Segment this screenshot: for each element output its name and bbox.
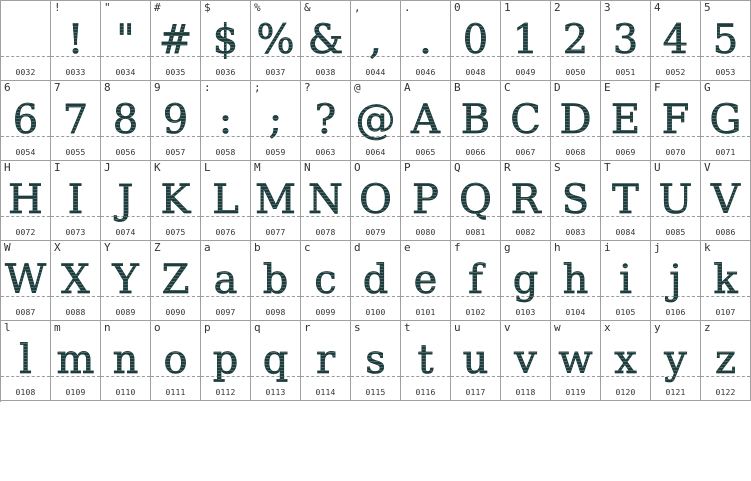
glyph-code: 0113 <box>265 388 286 397</box>
glyph-code: 0051 <box>615 68 636 77</box>
glyph-code: 0121 <box>665 388 686 397</box>
glyph-char-label: T <box>604 161 611 174</box>
glyph-sample: f <box>451 255 500 305</box>
glyph-sample: o <box>151 335 200 385</box>
glyph-code: 0078 <box>315 228 336 237</box>
glyph-char-label: Y <box>104 241 111 254</box>
glyph-code: 0119 <box>565 388 586 397</box>
glyph-sample: s <box>351 335 400 385</box>
glyph-char-label: i <box>604 241 611 254</box>
glyph-char-label: u <box>454 321 461 334</box>
glyph-code: 0079 <box>365 228 386 237</box>
glyph-sample: v <box>501 335 550 385</box>
glyph-cell <box>301 241 351 321</box>
glyph-cell <box>1 81 51 161</box>
glyph-cell <box>701 241 751 321</box>
glyph-sample: u <box>451 335 500 385</box>
glyph-cell <box>301 1 351 81</box>
glyph-code: 0114 <box>315 388 336 397</box>
glyph-code: 0090 <box>165 308 186 317</box>
glyph-code: 0069 <box>615 148 636 157</box>
glyph-char-label: 7 <box>54 81 61 94</box>
glyph-cell <box>701 1 751 81</box>
glyph-sample: 4 <box>651 15 700 65</box>
glyph-code: 0067 <box>515 148 536 157</box>
glyph-sample: 9 <box>151 95 200 145</box>
glyph-code: 0097 <box>215 308 236 317</box>
glyph-code: 0036 <box>215 68 236 77</box>
glyph-sample: a <box>201 255 250 305</box>
glyph-sample: M <box>251 175 300 225</box>
glyph-code: 0037 <box>265 68 286 77</box>
glyph-char-label: 0 <box>454 1 461 14</box>
glyph-code: 0035 <box>165 68 186 77</box>
glyph-char-label: m <box>54 321 61 334</box>
glyph-char-label: V <box>704 161 711 174</box>
glyph-code: 0120 <box>615 388 636 397</box>
glyph-code: 0110 <box>115 388 136 397</box>
glyph-cell <box>201 161 251 241</box>
glyph-cell <box>501 1 551 81</box>
glyph-sample: 5 <box>701 15 750 65</box>
glyph-code: 0055 <box>65 148 86 157</box>
glyph-cell <box>601 161 651 241</box>
glyph-sample: N <box>301 175 350 225</box>
glyph-sample: K <box>151 175 200 225</box>
glyph-code: 0064 <box>365 148 386 157</box>
glyph-code: 0056 <box>115 148 136 157</box>
glyph-char-label: C <box>504 81 511 94</box>
glyph-char-label: Z <box>154 241 161 254</box>
glyph-sample: @ <box>351 95 400 145</box>
glyph-cell <box>401 241 451 321</box>
glyph-sample: ! <box>51 15 100 65</box>
glyph-sample: E <box>601 95 650 145</box>
glyph-code: 0057 <box>165 148 186 157</box>
glyph-char-label: P <box>404 161 411 174</box>
glyph-code: 0116 <box>415 388 436 397</box>
glyph-char-label: 1 <box>504 1 511 14</box>
glyph-code: 0073 <box>65 228 86 237</box>
glyph-cell <box>201 81 251 161</box>
glyph-cell <box>651 321 701 401</box>
glyph-cell <box>51 241 101 321</box>
glyph-char-label: k <box>704 241 711 254</box>
glyph-sample: m <box>51 335 100 385</box>
glyph-code: 0115 <box>365 388 386 397</box>
glyph-cell <box>1 241 51 321</box>
glyph-cell <box>1 1 51 81</box>
glyph-cell <box>601 241 651 321</box>
glyph-sample: p <box>201 335 250 385</box>
glyph-sample: c <box>301 255 350 305</box>
glyph-char-label: D <box>554 81 561 94</box>
glyph-cell <box>551 1 601 81</box>
glyph-sample: 6 <box>1 95 50 145</box>
glyph-cell <box>451 1 501 81</box>
glyph-sample: P <box>401 175 450 225</box>
glyph-sample: V <box>701 175 750 225</box>
glyph-sample: d <box>351 255 400 305</box>
glyph-sample: q <box>251 335 300 385</box>
glyph-code: 0082 <box>515 228 536 237</box>
glyph-cell <box>651 81 701 161</box>
glyph-sample: F <box>651 95 700 145</box>
glyph-code: 0068 <box>565 148 586 157</box>
glyph-code: 0081 <box>465 228 486 237</box>
glyph-char-label: . <box>404 1 411 14</box>
glyph-cell <box>601 1 651 81</box>
glyph-code: 0032 <box>15 68 36 77</box>
glyph-char-label: v <box>504 321 511 334</box>
glyph-cell <box>151 1 201 81</box>
glyph-char-label: S <box>554 161 561 174</box>
glyph-sample: Z <box>151 255 200 305</box>
glyph-sample: y <box>651 335 700 385</box>
glyph-cell <box>601 81 651 161</box>
glyph-sample: r <box>301 335 350 385</box>
glyph-char-label: ! <box>54 1 61 14</box>
glyph-sample: n <box>101 335 150 385</box>
glyph-cell <box>51 321 101 401</box>
glyph-sample: , <box>351 15 400 65</box>
glyph-cell <box>1 161 51 241</box>
glyph-code: 0101 <box>415 308 436 317</box>
glyph-cell <box>501 81 551 161</box>
glyph-sample: D <box>551 95 600 145</box>
glyph-sample: 2 <box>551 15 600 65</box>
glyph-code: 0038 <box>315 68 336 77</box>
glyph-sample: X <box>51 255 100 305</box>
glyph-sample: & <box>301 15 350 65</box>
glyph-sample: L <box>201 175 250 225</box>
glyph-sample: z <box>701 335 750 385</box>
glyph-char-label: h <box>554 241 561 254</box>
glyph-cell <box>101 321 151 401</box>
glyph-char-label: Q <box>454 161 461 174</box>
glyph-code: 0103 <box>515 308 536 317</box>
glyph-cell <box>151 321 201 401</box>
glyph-cell <box>551 161 601 241</box>
glyph-char-label: B <box>454 81 461 94</box>
glyph-cell <box>151 161 201 241</box>
glyph-cell <box>551 321 601 401</box>
glyph-code: 0083 <box>565 228 586 237</box>
glyph-char-label: 2 <box>554 1 561 14</box>
glyph-char-label: 3 <box>604 1 611 14</box>
glyph-code: 0071 <box>715 148 736 157</box>
glyph-char-label: f <box>454 241 461 254</box>
glyph-code: 0044 <box>365 68 386 77</box>
glyph-sample: e <box>401 255 450 305</box>
glyph-sample <box>1 15 50 65</box>
glyph-char-label: n <box>104 321 111 334</box>
glyph-code: 0048 <box>465 68 486 77</box>
glyph-code: 0086 <box>715 228 736 237</box>
glyph-char-label: : <box>204 81 211 94</box>
glyph-cell <box>201 1 251 81</box>
glyph-char-label: g <box>504 241 511 254</box>
glyph-code: 0074 <box>115 228 136 237</box>
glyph-cell <box>301 81 351 161</box>
glyph-cell <box>151 241 201 321</box>
glyph-char-label: e <box>404 241 411 254</box>
glyph-sample: t <box>401 335 450 385</box>
glyph-code: 0100 <box>365 308 386 317</box>
glyph-cell <box>51 81 101 161</box>
glyph-sample: U <box>651 175 700 225</box>
glyph-code: 0052 <box>665 68 686 77</box>
glyph-code: 0111 <box>165 388 186 397</box>
glyph-sample: i <box>601 255 650 305</box>
glyph-char-label: ; <box>254 81 261 94</box>
glyph-char-label: R <box>504 161 511 174</box>
glyph-code: 0076 <box>215 228 236 237</box>
glyph-char-label: G <box>704 81 711 94</box>
glyph-char-label: O <box>354 161 361 174</box>
glyph-char-label: 5 <box>704 1 711 14</box>
glyph-code: 0050 <box>565 68 586 77</box>
glyph-sample: 3 <box>601 15 650 65</box>
glyph-sample: B <box>451 95 500 145</box>
glyph-cell <box>701 81 751 161</box>
glyph-char-label: K <box>154 161 161 174</box>
glyph-cell <box>551 241 601 321</box>
glyph-sample: w <box>551 335 600 385</box>
glyph-char-label: q <box>254 321 261 334</box>
glyph-char-label: , <box>354 1 361 14</box>
glyph-cell <box>701 161 751 241</box>
glyph-sample: Q <box>451 175 500 225</box>
glyph-char-label: J <box>104 161 111 174</box>
glyph-code: 0084 <box>615 228 636 237</box>
glyph-char-label: 6 <box>4 81 11 94</box>
glyph-char-label: H <box>4 161 11 174</box>
glyph-char-label: I <box>54 161 61 174</box>
glyph-char-label: w <box>554 321 561 334</box>
glyph-cell <box>501 161 551 241</box>
glyph-code: 0059 <box>265 148 286 157</box>
glyph-char-label: r <box>304 321 311 334</box>
glyph-code: 0033 <box>65 68 86 77</box>
glyph-char-label: @ <box>354 81 361 94</box>
glyph-cell <box>101 241 151 321</box>
glyph-sample: I <box>51 175 100 225</box>
glyph-sample: k <box>701 255 750 305</box>
glyph-cell <box>251 161 301 241</box>
glyph-char-label: & <box>304 1 311 14</box>
glyph-cell <box>101 1 151 81</box>
glyph-char-label: a <box>204 241 211 254</box>
glyph-code: 0104 <box>565 308 586 317</box>
glyph-cell <box>651 1 701 81</box>
glyph-code: 0108 <box>15 388 36 397</box>
glyph-sample: O <box>351 175 400 225</box>
glyph-char-label: 8 <box>104 81 111 94</box>
glyph-char-label: 9 <box>154 81 161 94</box>
glyph-char-label: W <box>4 241 11 254</box>
glyph-cell <box>651 241 701 321</box>
glyph-code: 0087 <box>15 308 36 317</box>
glyph-char-label: M <box>254 161 261 174</box>
glyph-code: 0054 <box>15 148 36 157</box>
glyph-code: 0075 <box>165 228 186 237</box>
glyph-char-label: E <box>604 81 611 94</box>
glyph-char-label: F <box>654 81 661 94</box>
glyph-cell <box>401 1 451 81</box>
glyph-code: 0098 <box>265 308 286 317</box>
glyph-cell <box>351 161 401 241</box>
glyph-char-label: z <box>704 321 711 334</box>
glyph-code: 0066 <box>465 148 486 157</box>
glyph-code: 0099 <box>315 308 336 317</box>
glyph-char-label: # <box>154 1 161 14</box>
glyph-cell <box>351 1 401 81</box>
glyph-code: 0102 <box>465 308 486 317</box>
glyph-cell <box>201 241 251 321</box>
glyph-sample: : <box>201 95 250 145</box>
glyph-cell <box>251 81 301 161</box>
glyph-code: 0117 <box>465 388 486 397</box>
glyph-char-label: o <box>154 321 161 334</box>
glyph-sample: b <box>251 255 300 305</box>
glyph-code: 0046 <box>415 68 436 77</box>
glyph-code: 0089 <box>115 308 136 317</box>
glyph-cell <box>351 321 401 401</box>
glyph-code: 0118 <box>515 388 536 397</box>
glyph-sample: j <box>651 255 700 305</box>
glyph-sample: 0 <box>451 15 500 65</box>
glyph-code: 0063 <box>315 148 336 157</box>
glyph-char-label: j <box>654 241 661 254</box>
glyph-char-label: y <box>654 321 661 334</box>
glyph-cell <box>651 161 701 241</box>
glyph-sample: Y <box>101 255 150 305</box>
glyph-char-label: $ <box>204 1 211 14</box>
glyph-code: 0065 <box>415 148 436 157</box>
glyph-code: 0109 <box>65 388 86 397</box>
glyph-char-label: 4 <box>654 1 661 14</box>
glyph-cell <box>251 241 301 321</box>
glyph-cell <box>51 1 101 81</box>
glyph-char-label: U <box>654 161 661 174</box>
glyph-cell <box>251 321 301 401</box>
glyph-cell <box>401 321 451 401</box>
glyph-sample: h <box>551 255 600 305</box>
glyph-sample: " <box>101 15 150 65</box>
glyph-code: 0112 <box>215 388 236 397</box>
glyph-sample: 1 <box>501 15 550 65</box>
glyph-char-label: X <box>54 241 61 254</box>
glyph-code: 0107 <box>715 308 736 317</box>
glyph-sample: % <box>251 15 300 65</box>
glyph-char-label: s <box>354 321 361 334</box>
glyph-sample: C <box>501 95 550 145</box>
glyph-sample: R <box>501 175 550 225</box>
glyph-char-label: " <box>104 1 111 14</box>
glyph-sample: J <box>101 175 150 225</box>
glyph-char-label: t <box>404 321 411 334</box>
glyph-code: 0085 <box>665 228 686 237</box>
glyph-char-label: N <box>304 161 311 174</box>
glyph-sample: S <box>551 175 600 225</box>
glyph-cell <box>451 81 501 161</box>
glyph-cell <box>151 81 201 161</box>
glyph-code: 0106 <box>665 308 686 317</box>
glyph-cell <box>251 1 301 81</box>
glyph-cell <box>301 321 351 401</box>
glyph-code: 0049 <box>515 68 536 77</box>
glyph-cell <box>601 321 651 401</box>
glyph-sample: ; <box>251 95 300 145</box>
glyph-sample: # <box>151 15 200 65</box>
glyph-cell <box>51 161 101 241</box>
glyph-cell <box>301 161 351 241</box>
glyph-sample: ? <box>301 95 350 145</box>
glyph-code: 0077 <box>265 228 286 237</box>
glyph-char-label: b <box>254 241 261 254</box>
glyph-code: 0072 <box>15 228 36 237</box>
glyph-code: 0088 <box>65 308 86 317</box>
glyph-char-label: A <box>404 81 411 94</box>
glyph-sample: A <box>401 95 450 145</box>
glyph-code: 0105 <box>615 308 636 317</box>
glyph-code: 0080 <box>415 228 436 237</box>
glyph-cell <box>351 81 401 161</box>
glyph-cell <box>101 161 151 241</box>
glyph-cell <box>451 241 501 321</box>
glyph-sample: W <box>1 255 50 305</box>
glyph-char-label: L <box>204 161 211 174</box>
glyph-sample: H <box>1 175 50 225</box>
glyph-sample: g <box>501 255 550 305</box>
glyph-sample: 7 <box>51 95 100 145</box>
glyph-code: 0034 <box>115 68 136 77</box>
glyph-char-label: ? <box>304 81 311 94</box>
glyph-sample: $ <box>201 15 250 65</box>
glyph-cell <box>351 241 401 321</box>
glyph-cell <box>451 321 501 401</box>
glyph-cell <box>201 321 251 401</box>
glyph-char-label: p <box>204 321 211 334</box>
glyph-char-label: l <box>4 321 11 334</box>
glyph-code: 0053 <box>715 68 736 77</box>
glyph-sample: 8 <box>101 95 150 145</box>
glyph-cell <box>401 161 451 241</box>
glyph-code: 0122 <box>715 388 736 397</box>
glyph-char-label: % <box>254 1 261 14</box>
glyph-cell <box>501 321 551 401</box>
glyph-char-label: d <box>354 241 361 254</box>
glyph-cell <box>451 161 501 241</box>
glyph-cell <box>1 321 51 401</box>
glyph-cell <box>701 321 751 401</box>
glyph-char-label: x <box>604 321 611 334</box>
glyph-code: 0058 <box>215 148 236 157</box>
glyph-char-label: c <box>304 241 311 254</box>
glyph-sample: l <box>1 335 50 385</box>
glyph-cell <box>501 241 551 321</box>
glyph-cell <box>401 81 451 161</box>
glyph-sample: T <box>601 175 650 225</box>
glyph-cell <box>101 81 151 161</box>
glyph-sample: . <box>401 15 450 65</box>
glyph-sample: x <box>601 335 650 385</box>
glyph-cell <box>551 81 601 161</box>
glyph-sample: G <box>701 95 750 145</box>
glyph-code: 0070 <box>665 148 686 157</box>
